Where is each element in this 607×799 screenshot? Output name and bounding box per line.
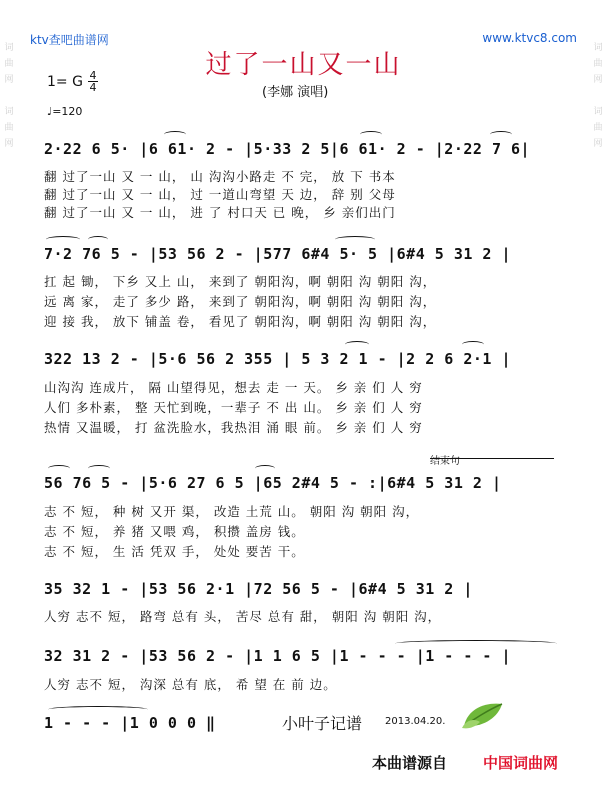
- side-watermark-left: 词 曲 网 词 曲 网: [4, 43, 14, 149]
- source-site-link[interactable]: 中国词曲网: [483, 754, 559, 772]
- notation-row-4: 56 76 5 - |5·6 27 6 5 |65 2#4 5 - :|6#4 5 31 2 |: [44, 474, 502, 492]
- lyric-row-4-verse-1: 志 不 短， 种 树 又开 渠， 改造 土荒 山。 朝阳 沟 朝阳 沟，: [44, 504, 420, 519]
- notation-row-2: 7·2 76 5 - |53 56 2 - |577 6#4 5· 5 |6#4 5 31 2 |: [44, 245, 512, 263]
- time-signature: [88, 70, 98, 93]
- lyric-row-1-verse-2: 翻 过了一山 又 一 山， 过 一道山弯望 天 边， 辞 别 父母: [44, 187, 396, 202]
- lyric-row-4-verse-3: 志 不 短， 生 活 凭双 手， 处处 要苦 干。: [44, 544, 305, 559]
- leaf-icon: [460, 700, 506, 730]
- notation-row-3: 322 13 2 - |5·6 56 2 355 | 5 3 2 1 - |2 2 6 2·1 |: [44, 350, 512, 368]
- meter-top: 4: [89, 69, 97, 82]
- lyric-row-2-verse-1: 扛 起 锄， 下乡 又上 山， 来到了 朝阳沟，啊 朝阳 沟 朝阳 沟，: [44, 274, 437, 289]
- lyric-row-3-verse-1: 山沟沟 连成片， 隔 山望得见，想去 走 一 天。 乡 亲 们 人 穷: [44, 380, 423, 395]
- lyric-row-1-verse-3: 翻 过了一山 又 一 山， 进 了 村口天 已 晚， 乡 亲们出门: [44, 205, 396, 220]
- transcriber-signature: 小叶子记谱: [282, 714, 363, 733]
- transcription-date: 2013.04.20.: [385, 716, 446, 727]
- tempo-mark: ♩=120: [47, 105, 83, 118]
- notation-row-1: 2·22 6 5· |6 61· 2 - |5·33 2 5|6 61· 2 - |2·22 7 6|: [44, 140, 531, 158]
- singer-credit: (李娜 演唱): [262, 85, 329, 100]
- meter-bottom: 4: [89, 81, 97, 94]
- ending-label: 结束句: [430, 456, 460, 467]
- lyric-row-3-verse-3: 热情 又温暖， 打 盆洗脸水，我热泪 涌 眼 前。 乡 亲 们 人 穷: [44, 420, 423, 435]
- site-name-left: ktv查吧曲谱网: [30, 33, 109, 47]
- notation-row-7: 1 - - - |1 0 0 0 ‖: [44, 714, 216, 732]
- lyric-row-6: 人穷 志不 短， 沟深 总有 底， 希 望 在 前 边。: [44, 677, 337, 692]
- lyric-row-4-verse-2: 志 不 短， 养 猪 又喂 鸡， 积攒 盖房 钱。: [44, 524, 305, 539]
- notation-row-5: 35 32 1 - |53 56 2·1 |72 56 5 - |6#4 5 31 2 |: [44, 580, 473, 598]
- key-signature: 1= G: [47, 74, 83, 90]
- lyric-row-1-verse-1: 翻 过了一山 又 一 山， 山 沟沟小路走 不 完， 放 下 书本: [44, 169, 396, 184]
- ending-bracket-line: [430, 458, 554, 459]
- source-label: 本曲谱源自: [372, 754, 448, 772]
- lyric-row-2-verse-2: 远 离 家， 走了 多少 路， 来到了 朝阳沟，啊 朝阳 沟 朝阳 沟，: [44, 294, 437, 309]
- site-url-right: www.ktvc8.com: [482, 31, 577, 45]
- lyric-row-3-verse-2: 人们 多朴素， 整 天忙到晚，一辈子 不 出 山。 乡 亲 们 人 穷: [44, 400, 423, 415]
- side-watermark-right: 词 曲 网 词 曲 网: [593, 43, 603, 149]
- song-title: 过了一山又一山: [205, 50, 402, 80]
- notation-row-6: 32 31 2 - |53 56 2 - |1 1 6 5 |1 - - - |1 - - - |: [44, 647, 512, 665]
- lyric-row-5: 人穷 志不 短， 路弯 总有 头， 苦尽 总有 甜， 朝阳 沟 朝阳 沟，: [44, 609, 442, 624]
- lyric-row-2-verse-3: 迎 接 我， 放下 铺盖 卷， 看见了 朝阳沟，啊 朝阳 沟 朝阳 沟，: [44, 314, 437, 329]
